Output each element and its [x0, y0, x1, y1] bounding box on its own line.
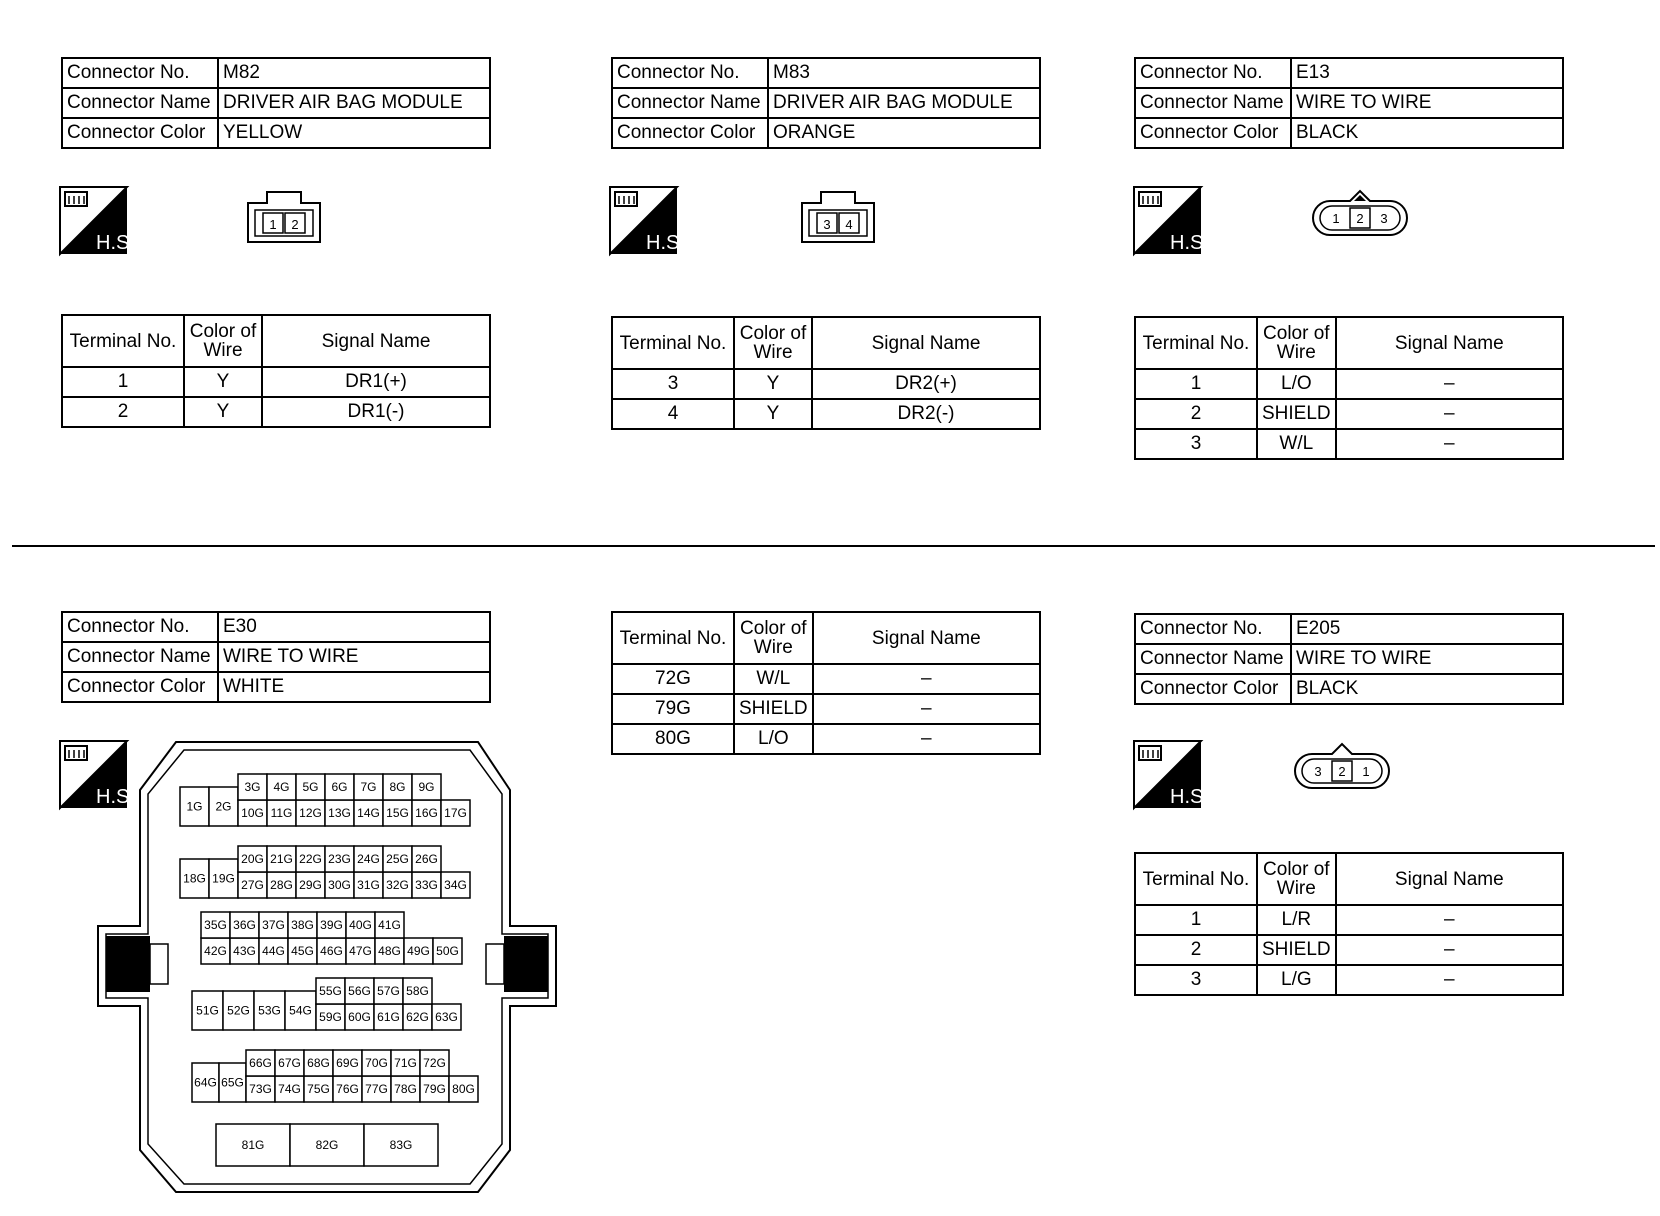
terminal-no-header: Terminal No.: [62, 315, 184, 367]
connector-name-label: Connector Name: [62, 88, 218, 118]
terminal-cell: 83G: [389, 1138, 413, 1152]
wire-color-header: Color of Wire: [1257, 317, 1336, 369]
terminal-cell: 70G: [365, 1056, 388, 1070]
terminal-cell: 54G: [289, 1003, 312, 1018]
terminal-cell: 39G: [320, 918, 343, 932]
table-row: 1 L/R –: [1135, 905, 1563, 935]
connector-color-value: YELLOW: [218, 118, 490, 148]
terminal-cell: 73G: [249, 1082, 272, 1096]
e30-connector-info: [61, 611, 491, 703]
svg-text:H.S.: H.S.: [1170, 786, 1209, 808]
connector-name-value: DRIVER AIR BAG MODULE: [218, 88, 490, 118]
svg-text:1: 1: [1362, 764, 1370, 779]
terminal-cell: 48G: [378, 944, 401, 958]
table-row: 3 L/G –: [1135, 965, 1563, 995]
signal-name-header: Signal Name: [1336, 317, 1563, 369]
connector-no-label: Connector No.: [62, 58, 218, 88]
e13-connector-face: [1310, 187, 1410, 242]
terminal-cell: 36G: [233, 918, 256, 932]
terminal-cell: 47G: [349, 944, 372, 958]
svg-text:1: 1: [269, 217, 277, 232]
terminal-cell: 77G: [365, 1082, 388, 1096]
terminal-cell: 14G: [357, 806, 380, 820]
terminal-cell: 9G: [418, 780, 435, 794]
connector-name-label: Connector Name: [612, 88, 768, 118]
connector-name-value: WIRE TO WIRE: [1291, 88, 1563, 118]
wire-color-header: Color of Wire: [734, 612, 813, 664]
table-row: 1 Y DR1(+): [62, 367, 490, 397]
connector-no-value: E205: [1291, 614, 1563, 644]
terminal-cell: 55G: [319, 984, 342, 998]
terminal-cell: 32G: [386, 878, 409, 892]
connector-no-value: E30: [218, 612, 490, 642]
table-row: 1 L/O –: [1135, 369, 1563, 399]
terminal-cell: 41G: [378, 918, 401, 932]
terminal-cell: 27G: [241, 878, 264, 892]
m83-connector-info: [611, 57, 1041, 149]
svg-text:2: 2: [291, 217, 299, 232]
connector-name-label: Connector Name: [1135, 88, 1291, 118]
terminal-cell: 8G: [389, 780, 406, 794]
svg-text:4: 4: [845, 217, 853, 232]
table-row: 2 Y DR1(-): [62, 397, 490, 427]
terminal-cell: 29G: [299, 878, 322, 892]
svg-text:1: 1: [1332, 211, 1340, 226]
signal-name-header: Signal Name: [812, 317, 1040, 369]
connector-no-value: M83: [768, 58, 1040, 88]
terminal-cell: 13G: [328, 806, 351, 820]
terminal-cell: 6G: [331, 780, 348, 794]
terminal-cell: 34G: [444, 878, 467, 892]
terminal-cell: 42G: [204, 944, 227, 958]
terminal-cell: 68G: [307, 1056, 330, 1070]
terminal-cell: 58G: [406, 984, 429, 998]
terminal-cell: 33G: [415, 878, 438, 892]
terminal-cell: 75G: [307, 1082, 330, 1096]
signal-name-header: Signal Name: [1336, 853, 1563, 905]
terminal-cell: 20G: [241, 852, 264, 866]
terminal-cell: 25G: [386, 852, 409, 866]
wire-color-header: Color of Wire: [1257, 853, 1336, 905]
wire-color-header: Color of Wire: [184, 315, 262, 367]
terminal-cell: 38G: [291, 918, 314, 932]
terminal-cell: 44G: [262, 944, 285, 958]
connector-color-value: BLACK: [1291, 674, 1563, 704]
svg-text:H.S.: H.S.: [646, 232, 685, 254]
connector-name-value: WIRE TO WIRE: [1291, 644, 1563, 674]
terminal-cell: 11G: [270, 806, 293, 820]
connector-no-label: Connector No.: [612, 58, 768, 88]
svg-text:2: 2: [1338, 764, 1346, 779]
terminal-cell: 71G: [394, 1056, 417, 1070]
terminal-cell: 2G: [215, 799, 232, 814]
signal-name-header: Signal Name: [262, 315, 490, 367]
terminal-cell: 1G: [186, 799, 203, 814]
terminal-cell: 28G: [270, 878, 293, 892]
terminal-cell: 21G: [270, 852, 293, 866]
terminal-cell: 76G: [336, 1082, 359, 1096]
m82-terminal-table: [61, 314, 491, 428]
terminal-cell: 31G: [357, 878, 380, 892]
terminal-cell: 63G: [435, 1010, 458, 1024]
connector-name-value: DRIVER AIR BAG MODULE: [768, 88, 1040, 118]
terminal-cell: 15G: [386, 806, 409, 820]
svg-text:2: 2: [1356, 211, 1364, 226]
connector-no-label: Connector No.: [1135, 614, 1291, 644]
e205-connector-face: [1292, 740, 1392, 795]
table-row: 80G L/O –: [612, 724, 1040, 754]
m82-connector-info: [61, 57, 491, 149]
connector-color-value: BLACK: [1291, 118, 1563, 148]
connector-no-label: Connector No.: [1135, 58, 1291, 88]
terminal-cell: 61G: [377, 1010, 400, 1024]
terminal-cell: 53G: [258, 1003, 281, 1018]
svg-text:H.S.: H.S.: [1170, 232, 1209, 254]
terminal-no-header: Terminal No.: [612, 317, 734, 369]
terminal-cell: 26G: [415, 852, 438, 866]
connector-color-value: WHITE: [218, 672, 490, 702]
connector-color-label: Connector Color: [62, 672, 218, 702]
m83-connector-face: [801, 191, 875, 248]
terminal-cell: 12G: [299, 806, 322, 820]
connector-name-label: Connector Name: [62, 642, 218, 672]
terminal-cell: 52G: [227, 1003, 250, 1018]
e13-connector-info: [1134, 57, 1564, 149]
connector-name-value: WIRE TO WIRE: [218, 642, 490, 672]
harness-side-icon: [1134, 741, 1209, 808]
harness-side-icon: [60, 187, 135, 254]
terminal-cell: 17G: [444, 806, 467, 820]
terminal-cell: 56G: [348, 984, 371, 998]
terminal-cell: 62G: [406, 1010, 429, 1024]
terminal-cell: 51G: [196, 1003, 219, 1018]
connector-no-value: E13: [1291, 58, 1563, 88]
harness-side-icon: [610, 187, 685, 254]
terminal-cell: 66G: [249, 1056, 272, 1070]
terminal-no-header: Terminal No.: [1135, 317, 1257, 369]
terminal-cell: 40G: [349, 918, 372, 932]
table-row: 3 W/L –: [1135, 429, 1563, 459]
connector-color-label: Connector Color: [62, 118, 218, 148]
svg-text:3: 3: [1380, 211, 1388, 226]
terminal-cell: 5G: [302, 780, 319, 794]
terminal-cell: 45G: [291, 944, 314, 958]
terminal-cell: 57G: [377, 984, 400, 998]
harness-side-icon: [1134, 187, 1209, 254]
terminal-cell: 67G: [278, 1056, 301, 1070]
terminal-cell: 22G: [299, 852, 322, 866]
connector-color-label: Connector Color: [1135, 118, 1291, 148]
svg-text:H.S.: H.S.: [96, 786, 135, 808]
terminal-cell: 24G: [357, 852, 380, 866]
connector-name-label: Connector Name: [1135, 644, 1291, 674]
connector-color-value: ORANGE: [768, 118, 1040, 148]
terminal-cell: 10G: [241, 806, 264, 820]
connector-no-label: Connector No.: [62, 612, 218, 642]
terminal-cell: 43G: [233, 944, 256, 958]
connector-color-label: Connector Color: [1135, 674, 1291, 704]
svg-text:3: 3: [823, 217, 831, 232]
terminal-cell: 3G: [244, 780, 261, 794]
terminal-cell: 35G: [204, 918, 227, 932]
m83-terminal-table: [611, 316, 1041, 430]
terminal-cell: 60G: [348, 1010, 371, 1024]
e30-terminal-table: [611, 611, 1041, 755]
table-row: 72G W/L –: [612, 664, 1040, 694]
table-row: 2 SHIELD –: [1135, 935, 1563, 965]
terminal-cell: 78G: [394, 1082, 417, 1096]
terminal-cell: 19G: [212, 871, 235, 886]
table-row: 2 SHIELD –: [1135, 399, 1563, 429]
e13-terminal-table: [1134, 316, 1564, 460]
terminal-cell: 59G: [319, 1010, 342, 1024]
section-divider: [12, 545, 1655, 547]
terminal-no-header: Terminal No.: [612, 612, 734, 664]
e30-connector-face: [96, 740, 558, 1199]
terminal-cell: 72G: [423, 1056, 446, 1070]
table-row: 4 Y DR2(-): [612, 399, 1040, 429]
connector-no-value: M82: [218, 58, 490, 88]
terminal-cell: 23G: [328, 852, 351, 866]
terminal-cell: 69G: [336, 1056, 359, 1070]
terminal-cell: 18G: [183, 871, 206, 886]
wire-color-header: Color of Wire: [734, 317, 812, 369]
terminal-cell: 74G: [278, 1082, 301, 1096]
terminal-cell: 65G: [221, 1075, 244, 1090]
terminal-cell: 81G: [241, 1138, 265, 1152]
terminal-cell: 49G: [407, 944, 430, 958]
table-row: 79G SHIELD –: [612, 694, 1040, 724]
terminal-cell: 37G: [262, 918, 285, 932]
terminal-cell: 16G: [415, 806, 438, 820]
connector-color-label: Connector Color: [612, 118, 768, 148]
m82-connector-face: [247, 191, 321, 248]
terminal-cell: 79G: [423, 1082, 446, 1096]
terminal-cell: 4G: [273, 780, 290, 794]
svg-text:3: 3: [1314, 764, 1322, 779]
terminal-cell: 82G: [315, 1138, 339, 1152]
terminal-cell: 50G: [436, 944, 459, 958]
terminal-no-header: Terminal No.: [1135, 853, 1257, 905]
terminal-cell: 64G: [194, 1075, 217, 1090]
e205-connector-info: [1134, 613, 1564, 705]
terminal-cell: 46G: [320, 944, 343, 958]
svg-text:H.S.: H.S.: [96, 232, 135, 254]
table-row: 3 Y DR2(+): [612, 369, 1040, 399]
terminal-cell: 7G: [360, 780, 377, 794]
e205-terminal-table: [1134, 852, 1564, 996]
signal-name-header: Signal Name: [813, 612, 1040, 664]
terminal-cell: 80G: [452, 1082, 475, 1096]
terminal-cell: 30G: [328, 878, 351, 892]
